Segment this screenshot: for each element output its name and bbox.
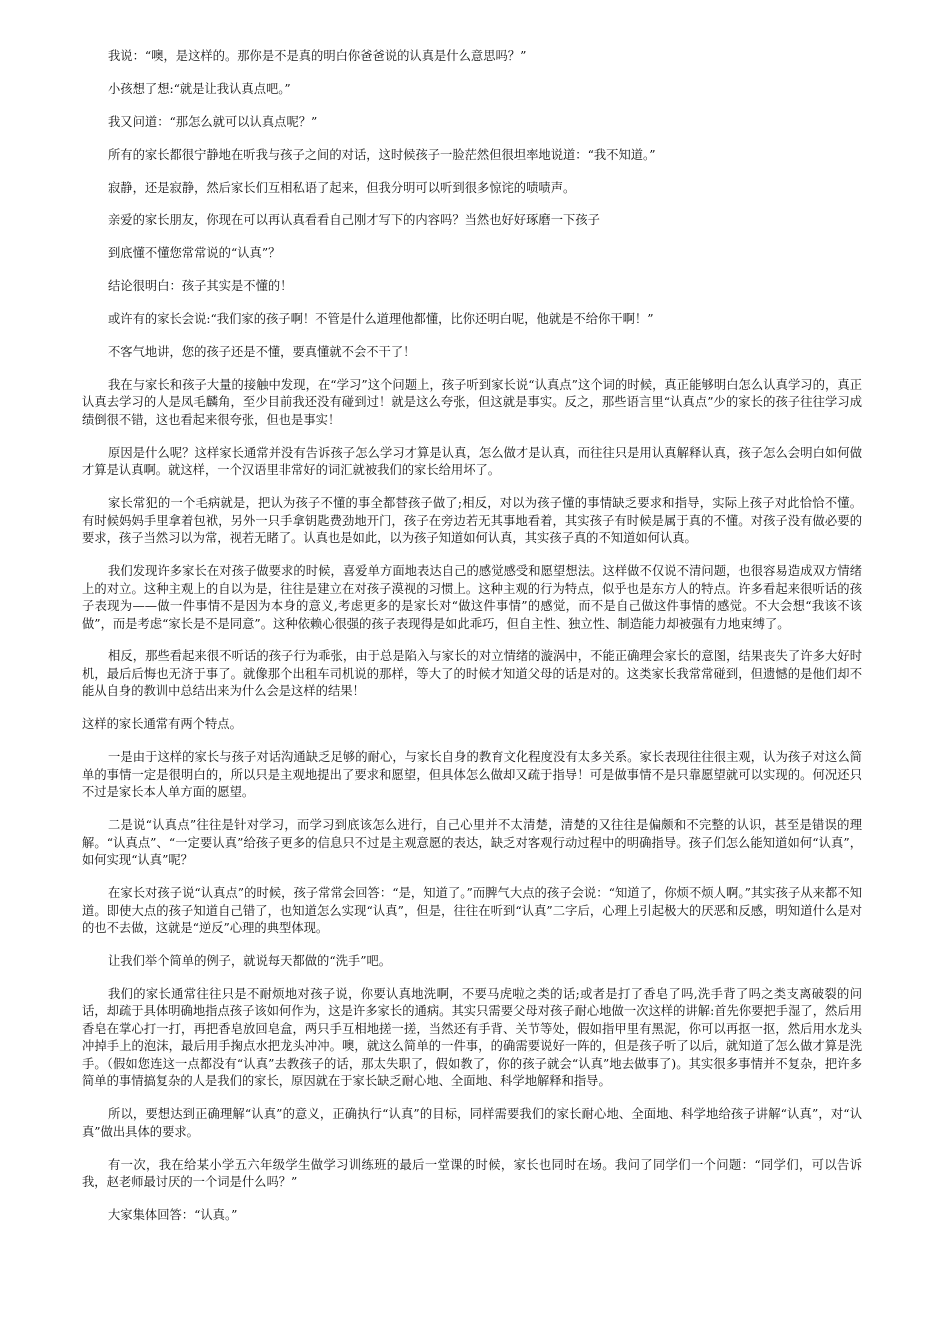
paragraph: 我又问道：“那怎么就可以认真点呢？” bbox=[108, 114, 318, 129]
paragraph: 在家长对孩子说“认真点”的时候，孩子常常会回答：“是，知道了。”而脾气大点的孩子会说：“知道了，你烦不烦人啊。”其实孩子从来都不知道。即使大点的孩子知道自己错了，也知道怎么实现“认真”，但是，往往在听到“认真”二字后，心理上引起极大的厌恶和反感，明知道什么是对的也不去做，这就是“逆反”心理的典型体现。 bbox=[82, 886, 862, 936]
paragraph: 到底懂不懂您常常说的“认真”？ bbox=[108, 246, 281, 261]
paragraph: 不客气地讲，您的孩子还是不懂，要真懂就不会不干了！ bbox=[108, 345, 416, 360]
paragraph: 相反，那些看起来很不听话的孩子行为乖张，由于总是陷入与家长的对立情绪的漩涡中，不能正确理会家长的意图，结果丧失了许多大好时机，最后后悔也无济于事了。就像那个出租车司机说的那样，等大了的时候才知道父母的话是对的。这类家长我常常碰到，但遗憾的是他们却不能从自身的教训中总结出来为什么会是这样的结果！ bbox=[82, 649, 862, 699]
paragraph: 寂静，还是寂静，然后家长们互相私语了起来，但我分明可以听到很多惊诧的啧啧声。 bbox=[108, 180, 576, 195]
paragraph: 小孩想了想:“就是让我认真点吧。” bbox=[108, 81, 291, 96]
paragraph: 我说：“噢，是这样的。那你是不是真的明白你爸爸说的认真是什么意思吗？” bbox=[108, 49, 527, 63]
paragraph: 让我们举个简单的例子，就说每天都做的“洗手”吧。 bbox=[108, 953, 392, 968]
paragraph: 二是说“认真点”往往是针对学习，而学习到底该怎么进行，自己心里并不太清楚，清楚的又往往是偏颇和不完整的认识，甚至是错误的理解。“认真点”、“一定要认真”给孩子更多的信息只不过是主观意愿的表达，缺乏对客观行动过程中的明确指导。孩子们怎么能知道如何“认真”，如何实现“认真”呢？ bbox=[82, 818, 862, 868]
paragraph: 我在与家长和孩子大量的接触中发现，在“学习”这个问题上，孩子听到家长说“认真点”这个词的时候，真正能够明白怎么认真学习的，真正认真去学习的人是凤毛麟角，至少目前我还没有碰到过！就是这么夸张，但这就是事实。反之，那些语言里“认真点”少的家长的孩子往往学习成绩倒很不错，这也看起来很夸张，但也是事实！ bbox=[82, 377, 862, 427]
paragraph: 所以，要想达到正确理解“认真”的意义，正确执行“认真”的目标，同样需要我们的家长耐心地、全面地、科学地给孩子讲解“认真”，对“认真”做出具体的要求。 bbox=[82, 1107, 862, 1139]
paragraph: 有一次，我在给某小学五六年级学生做学习训练班的最后一堂课的时候，家长也同时在场。我问了同学们一个问题：“同学们，可以告诉我，赵老师最讨厌的一个词是什么吗？” bbox=[82, 1157, 862, 1190]
paragraph: 结论很明白：孩子其实是不懂的！ bbox=[108, 279, 293, 294]
paragraph: 家长常犯的一个毛病就是，把认为孩子不懂的事全都替孩子做了;相反，对以为孩子懂的事情缺乏要求和指导，实际上孩子对此恰恰不懂。有时候妈妈手里拿着包袱，另外一只手拿钥匙费劲地开门，孩子在旁边若无其事地看着，其实孩子有时候是属于真的不懂。对孩子没有做必要的要求，孩子当然习以为常，视若无睹了。认真也是如此，以为孩子知道如何认真，其实孩子真的不知道如何认真。 bbox=[82, 496, 862, 546]
paragraph: 一是由于这样的家长与孩子对话沟通缺乏足够的耐心，与家长自身的教育文化程度没有太多关系。家长表现往往很主观，认为孩子对这么简单的事情一定是很明白的，所以只是主观地提出了要求和愿望，但具体怎么做却又疏于指导！可是做事情不是只靠愿望就可以实现的。何况还只不过是家长本人单方面的愿望。 bbox=[82, 750, 862, 800]
paragraph: 我们的家长通常往往只是不耐烦地对孩子说，你要认真地洗啊，不要马虎啦之类的话;或者是打了香皂了吗,洗手背了吗之类支离破裂的问话，却疏于具体明确地指点孩子该如何作为，这是许多家长的通病。其实只需要父母对孩子耐心地做一次这样的讲解:首先你要把手湿了，然后用香皂在掌心打一打，再把香皂放回皂盒，两只手互相地搓一搓，当然还有手背、关节等处，假如指甲里有黑泥，你可以再抠一抠，然后用水龙头冲掉手上的泡沫，最后用手掬点水把龙头冲冲。噢，就这么简单的一件事，的确需要说好一阵的，但是孩子听了以后，就知道了怎么做才算是洗手。（假如您连这一点都没有“认真”去教孩子的话，那太失职了，假如教了，你的孩子就会“认真”地去做事了)。其实很多事情并不复杂，把许多简单的事情搞复杂的人是我们的家长，原因就在于家长缺乏耐心地、全面地、科学地解释和指导。 bbox=[82, 986, 862, 1089]
paragraph: 或许有的家长会说:“我们家的孩子啊！不管是什么道理他都懂，比你还明白呢，他就是不给你干啊！” bbox=[108, 312, 654, 327]
paragraph: 这样的家长通常有两个特点。 bbox=[82, 717, 242, 732]
paragraph: 亲爱的家长朋友，你现在可以再认真看看自己刚才写下的内容吗？当然也好好琢磨一下孩子 bbox=[108, 213, 600, 228]
document-page bbox=[82, 48, 862, 1240]
paragraph: 我们发现许多家长在对孩子做要求的时候，喜爱单方面地表达自己的感觉感受和愿望想法。这样做不仅说不清问题，也很容易造成双方情绪上的对立。这种主观上的自以为是，往往是建立在对孩子漠视的习惯上。这种主观的行为特点，似乎也是东方人的特点。许多看起来很听话的孩子表现为——做一件事情不是因为本身的意义,考虑更多的是家长对“做这件事情”的感觉，而不是自己做这件事情的感觉。不大会想“我该不该做”，而是考虑“家长是不是同意”。这种依赖心很强的孩子表现得是如此乖巧，但自主性、独立性、制造能力却被强有力地束缚了。 bbox=[82, 564, 862, 631]
paragraph: 所有的家长都很宁静地在听我与孩子之间的对话，这时候孩子一脸茫然但很坦率地说道：“我不知道。” bbox=[108, 147, 656, 162]
paragraph: 大家集体回答：“认真。” bbox=[108, 1207, 238, 1222]
paragraph: 原因是什么呢？这样家长通常并没有告诉孩子怎么学习才算是认真，怎么做才是认真，而往往只是用认真解释认真，孩子怎么会明白如何做才算是认真啊。就这样，一个汉语里非常好的词汇就被我们的家长给用坏了。 bbox=[82, 445, 862, 478]
